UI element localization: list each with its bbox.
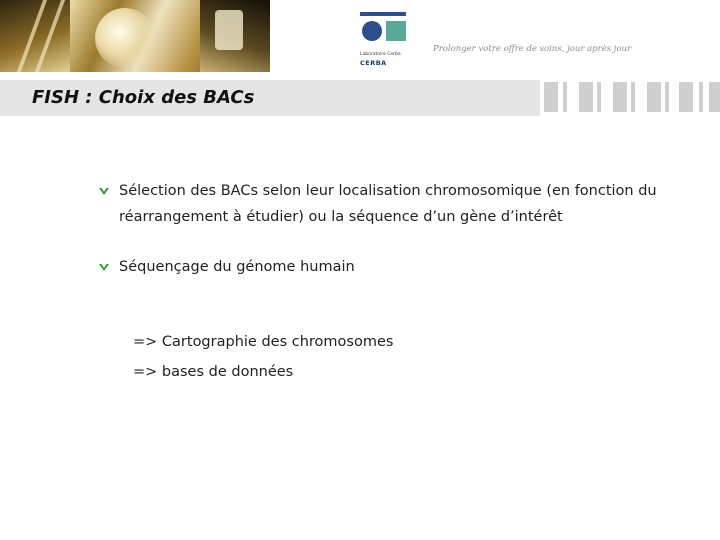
sub-item-cartographie: => Cartographie des chromosomes [133,334,394,350]
slide-content [98,178,698,280]
checkmark-v-icon [98,261,110,273]
bullet-item [98,254,698,280]
logo-brand: CERBA [360,59,387,67]
tagline: Prolonger votre offre de soins, jour après jour [433,44,632,54]
bullet-item [98,178,659,230]
bullet-text: Séquençage du génome humain [119,259,355,275]
checkmark-v-icon [98,185,110,197]
sub-item-bases: => bases de données [133,364,294,380]
bullet-text: Sélection des BACs selon leur localisation chromosomique (en fonction du réarrangement à étudier) ou la séquence d’un gène d’intérêt [119,183,657,225]
logo-small-text: Laboratoire Cerba [360,52,401,57]
header-photo [0,0,270,72]
decorative-stripes [541,80,720,116]
slide-title: FISH : Choix des BACs [32,87,255,108]
cerba-logo [360,12,408,66]
title-bar [0,80,720,116]
